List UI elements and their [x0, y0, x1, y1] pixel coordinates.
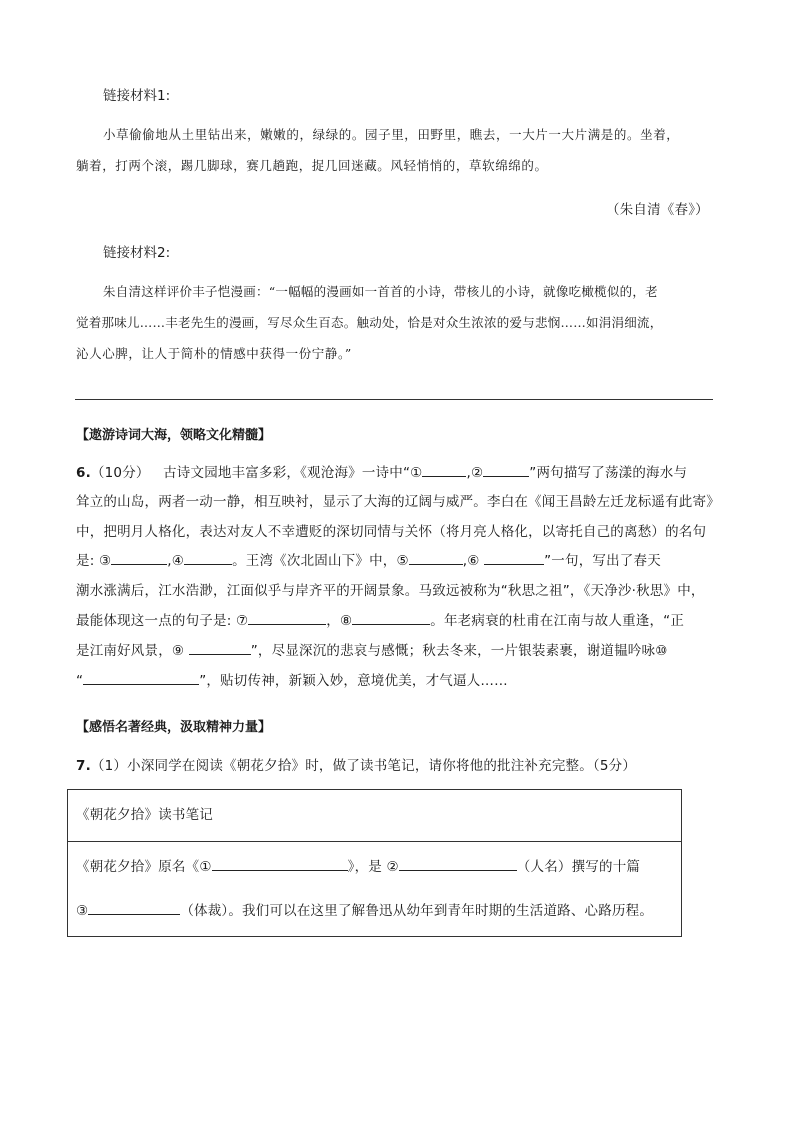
- answer-blank-2[interactable]: [483, 462, 529, 477]
- link-material-1-source: （朱自清《春》）: [606, 202, 709, 218]
- notes-text: 《朝花夕拾》原名《: [76, 859, 200, 875]
- q6-text: 最能体现这一点的句子是:: [76, 613, 232, 629]
- q7-text: 小深同学在阅读《朝花夕拾》时，做了读书笔记，请你将他的批注补充完整。（5分）: [127, 758, 637, 774]
- answer-blank-7[interactable]: [248, 610, 326, 625]
- reading-notes-title: 《朝花夕拾》读书笔记: [76, 807, 213, 823]
- answer-blank-9[interactable]: [189, 640, 251, 655]
- q6-score: （10分）: [90, 465, 150, 481]
- q6-line-3: 中，把明月人格化，表达对友人不幸遭贬的深切同情与关怀（将月亮人格化，以寄托自己的离愁）的名句: [76, 524, 707, 540]
- q6-marker-4: ④: [171, 553, 185, 569]
- answer-blank-10[interactable]: [83, 670, 199, 685]
- q6-line-5: 潮水涨满后，江水浩渺，江面似乎与岸齐平的开阔景象。马致远被称为“秋思之祖”，《天净沙·秋思》中，: [76, 583, 705, 599]
- q6-text: ”，尽显深沉的悲哀与感慨；秋去冬来，一片银装素裹，谢道韫吟咏: [250, 643, 656, 659]
- q6-text: ”，贴切传神，新颖入妙，意境优美，才气逼人……: [199, 673, 508, 689]
- link-material-2-line-2: 觉着那味儿……丰老先生的漫画，写尽众生百态。触动处，恰是对众生浓浓的爱与悲悯……如涓涓细流，: [76, 315, 663, 330]
- reading-notes-row-1: [76, 855, 640, 875]
- link-material-2-line-3: 沁人心脾，让人于简朴的情感中获得一份宁静。”: [76, 346, 352, 361]
- answer-blank-3[interactable]: [111, 550, 167, 565]
- answer-blank-1[interactable]: [422, 462, 466, 477]
- q6-line-6: 最能体现这一点的句子是: ⑦ ，⑧ 。年老病衰的杜甫在江南与故人重逢，“正: [76, 609, 684, 629]
- q6-text: 古诗文园地丰富多彩，《观沧海》一诗中“: [163, 465, 411, 481]
- section-title-classics: 【感悟名著经典，汲取精神力量】: [76, 720, 272, 735]
- q6-number: 6.: [76, 465, 91, 481]
- notes-text: 》，是: [347, 859, 382, 875]
- q6-text: ”两句描写了荡漾的海水与: [529, 465, 688, 481]
- notes-marker-2: ②: [386, 859, 399, 875]
- q6-line-7: [76, 639, 668, 659]
- section-divider: [75, 399, 713, 400]
- reading-notes-box: [67, 789, 682, 937]
- notes-marker-1: ①: [199, 859, 212, 875]
- link-material-2-line-1: 朱自清这样评价丰子恺漫画：“一幅幅的漫画如一首首的小诗，带核儿的小诗，就像吃橄榄似的，老: [103, 284, 658, 299]
- q6-text: 。年老病衰的杜甫在江南与故人重逢，“正: [430, 613, 685, 629]
- q6-marker-6: ⑥: [467, 553, 480, 569]
- q6-text: 。王湾《次北固山下》中，: [232, 553, 397, 569]
- q6-marker-2: ②: [470, 465, 484, 481]
- answer-blank-6[interactable]: [484, 550, 544, 565]
- q6-marker-10: ⑩: [655, 643, 668, 659]
- q6-text: 是:: [76, 553, 95, 569]
- answer-blank-5[interactable]: [409, 550, 463, 565]
- section-title-poetry: 【遨游诗词大海，领略文化精髓】: [76, 428, 272, 443]
- q6-marker-1: ①: [410, 465, 423, 481]
- q7-line: [76, 754, 636, 774]
- q6-marker-7: ⑦: [235, 613, 249, 629]
- q6-line-2: 耸立的山岛，两者一动一静，相互映衬，显示了大海的辽阔与威严。李白在《闻王昌龄左迁龙标遥有此寄》: [76, 494, 720, 510]
- q6-line-8: [76, 669, 508, 689]
- link-material-2-heading: 链接材料2:: [103, 245, 171, 261]
- q6-marker-8: ⑧: [339, 613, 353, 629]
- reading-notes-divider: [68, 841, 681, 842]
- q6-line-4: 是: ③ ,④ 。王湾《次北固山下》中，⑤ ,⑥ ”一句，写出了春天: [76, 549, 661, 569]
- answer-blank-4[interactable]: [184, 550, 232, 565]
- answer-blank-8[interactable]: [352, 610, 430, 625]
- q6-text: “: [76, 673, 84, 689]
- link-material-1-line-2: 躺着，打两个滚，踢几脚球，赛几趟跑，捉几回迷藏。风轻悄悄的，草软绵绵的。: [76, 158, 548, 173]
- notes-blank-1[interactable]: [212, 856, 348, 871]
- q6-marker-5: ⑤: [396, 553, 409, 569]
- notes-blank-3[interactable]: [88, 900, 180, 915]
- q6-marker-3: ③: [98, 553, 112, 569]
- link-material-1-line-1: 小草偷偷地从土里钻出来，嫩嫩的，绿绿的。园子里，田野里，瞧去，一大片一大片满是的。坐着，: [103, 127, 680, 142]
- q7-number: 7.: [76, 758, 91, 774]
- notes-marker-3: ③: [76, 903, 89, 919]
- q6-marker-9: ⑨: [171, 643, 185, 659]
- notes-text: （体裁）。我们可以在这里了解鲁迅从幼年到青年时期的生活道路、心路历程。: [180, 903, 654, 919]
- link-material-1-heading: 链接材料1:: [103, 88, 171, 104]
- notes-text: （人名）撰写的十篇: [516, 859, 641, 875]
- q6-line-1: 6.（10分） 古诗文园地丰富多彩，《观沧海》一诗中“① ,② ”两句描写了荡漾的海水与: [76, 461, 687, 481]
- notes-blank-2[interactable]: [399, 856, 517, 871]
- reading-notes-row-2: [76, 899, 653, 919]
- q6-text: ”一句，写出了春天: [544, 553, 661, 569]
- q7-sub: （1）: [90, 758, 128, 774]
- q6-text: 是江南好风景，: [76, 643, 172, 659]
